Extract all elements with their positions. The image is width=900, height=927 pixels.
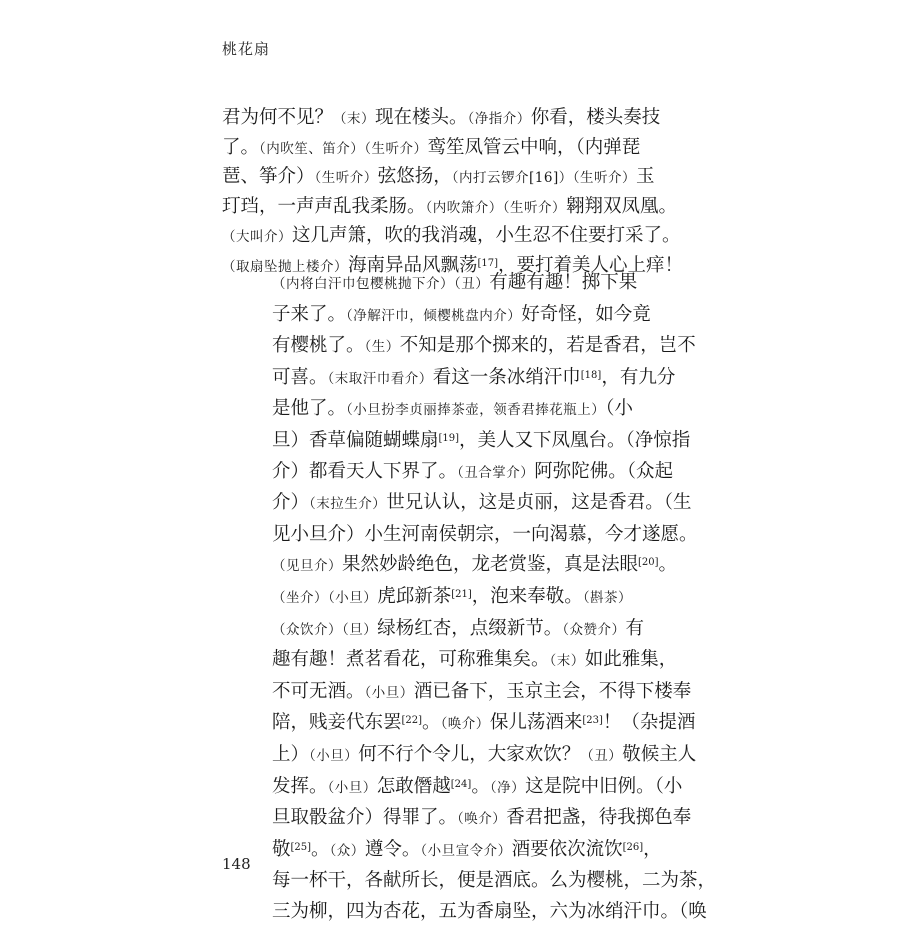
text-line: 不可无酒。（小旦）酒已备下，玉京主会，不得下楼奉: [272, 680, 692, 702]
stage-direction: （净解汗巾，倾樱桃盘内介）: [346, 307, 522, 324]
text-line: 每一杯干，各献所长，便是酒底。么为樱桃，二为茶，: [272, 870, 717, 892]
text-line: 发挥。（小旦）怎敢僭越[24]。（净）这是院中旧例。（小: [272, 775, 683, 797]
stage-direction: （众）: [329, 842, 365, 859]
footnote-marker: [24]: [450, 778, 472, 790]
stage-direction: （唤介）: [457, 811, 507, 828]
text-line: 旦取骰盆介）得罪了。（唤介）香君把盏，待我掷色奉: [272, 807, 692, 829]
stage-direction: （末取汗巾看介）: [327, 370, 433, 387]
footnote-marker: [22]: [401, 715, 423, 727]
text-line: 琶、筝介）（生听介）弦悠扬，（内打云锣介[16]）（生听介）玉: [222, 166, 655, 188]
text-line: 了。（内吹笙、笛介）（生听介）鸾笙凤管云中响，（内弹琵: [222, 136, 641, 158]
page-number: 148: [222, 855, 251, 873]
stage-direction: （丑）: [454, 276, 490, 292]
stage-direction: （内吹箫介）: [425, 199, 503, 216]
stage-direction: （末）: [549, 653, 585, 670]
text-line: 子来了。（净解汗巾，倾樱桃盘内介）好奇怪，如今竟: [272, 303, 651, 325]
text-line: 上）（小旦）何不行个令儿，大家欢饮？（丑）敬候主人: [272, 743, 697, 765]
stage-direction: （众饮介）: [272, 621, 342, 638]
footnote-marker: [23]: [582, 715, 603, 727]
stage-direction: （小旦宣令介）: [420, 842, 512, 859]
footnote-marker: [21]: [451, 588, 472, 600]
text-line: 趣有趣！煮茗看花，可称雅集矣。（末）如此雅集，: [272, 649, 678, 671]
stage-direction: （小旦）: [364, 684, 414, 701]
text-line: （取扇坠抛上楼介）海南异品风飘荡[17]，要打着美人心上痒！: [222, 254, 684, 276]
paragraph-dialogue-2: [272, 268, 717, 927]
text-line: 介）都看天人下界了。（丑合掌介）阿弥陀佛。（众起: [272, 460, 674, 482]
text-line: （大叫介）这几声箫，吹的我消魂，小生忍不住要打采了。: [222, 225, 681, 247]
stage-direction: （生听介）: [314, 170, 378, 187]
footnote-marker: [25]: [290, 841, 312, 853]
text-line: 敬[25]。（众）遵令。（小旦宣令介）酒要依次流饮[26]，: [272, 838, 662, 860]
text-line: 可喜。（末取汗巾看介）看这一条冰绡汗巾[18]，有九分: [272, 366, 676, 388]
stage-direction: （大叫介）: [222, 229, 292, 246]
stage-direction: （生听介）: [572, 170, 636, 187]
stage-direction: （丑）: [580, 747, 623, 764]
running-head-title: 桃花扇: [222, 40, 271, 58]
text-line: 介）（末拉生介）世兄认认，这是贞丽，这是香君。（生: [272, 492, 692, 514]
text-line: （见旦介）果然妙龄绝色，龙老赏鉴，真是法眼[20]。: [272, 554, 678, 576]
footnote-marker: [26]: [622, 841, 644, 853]
stage-direction: （末拉生介）: [309, 496, 387, 513]
stage-direction: （内吹笙、笛介）: [259, 140, 365, 157]
stage-direction: （丑合掌介）: [457, 464, 535, 481]
text-line: 三为柳，四为杏花，五为香扇坠，六为冰绡汗巾。（唤: [272, 900, 707, 922]
text-line: 陪，贱妾代东罢[22]。（唤介）保儿荡酒来[23]！（杂提酒: [272, 712, 696, 734]
stage-direction: （净）: [489, 779, 526, 796]
paragraph-dialogue-1: [222, 104, 692, 282]
stage-direction: （唤介）: [440, 716, 490, 733]
footnote-marker: [19]: [438, 432, 460, 444]
stage-direction: （斟茶）: [582, 589, 633, 606]
stage-direction: （取扇坠抛上楼介）: [222, 258, 348, 275]
stage-direction: （生）: [364, 339, 400, 356]
stage-direction: （净指介）: [467, 111, 531, 127]
stage-direction: （小旦）: [309, 747, 359, 764]
text-line: 玎珰，一声声乱我柔肠。（内吹箫介）（生听介）翱翔双凤凰。: [222, 195, 678, 217]
text-line: 有樱桃了。（生）不知是那个掷来的，若是香君，岂不: [272, 335, 696, 357]
text-line: 是他了。（小旦扮李贞丽捧茶壶，领香君捧花瓶上）（小: [272, 398, 634, 420]
footnote-marker: [20]: [638, 557, 659, 569]
stage-direction: （旦）: [342, 621, 378, 638]
text-line: 旦）香草偏随蝴蝶扇[19]，美人又下凤凰台。（净惊指: [272, 429, 691, 451]
footnote-marker: [18]: [580, 369, 602, 381]
stage-direction: （内打云锣介[16]）: [451, 170, 573, 187]
text-line: 君为何不见？（末）现在楼头。（净指介）你看，楼头奏技: [222, 107, 661, 128]
text-line: 见小旦介）小生河南侯朝宗，一向渴慕，今才遂愿。: [272, 523, 698, 545]
stage-direction: （生听介）: [502, 199, 567, 216]
stage-direction: （众赞介）: [562, 621, 626, 638]
stage-direction: （小旦）: [327, 779, 377, 796]
footnote-marker: [17]: [477, 257, 499, 269]
text-line: （众饮介）（旦）绿杨红杏，点缀新节。（众赞介）有: [272, 617, 645, 639]
text-line: （坐介）（小旦）虎邱新茶[21]，泡来奉敬。（斟茶）: [272, 585, 633, 607]
stage-direction: （末）: [333, 111, 376, 127]
stage-direction: （小旦）: [328, 589, 378, 606]
stage-direction: （小旦扮李贞丽捧茶壶，领香君捧花瓶上）: [346, 402, 606, 419]
stage-direction: （坐介）: [272, 589, 328, 606]
stage-direction: （内将白汗巾包樱桃抛下介）: [272, 276, 454, 292]
stage-direction: （生听介）: [364, 140, 428, 157]
stage-direction: （见旦介）: [272, 558, 342, 575]
text-line: （内将白汗巾包樱桃抛下介）（丑）有趣有趣！掷下果: [272, 272, 638, 293]
